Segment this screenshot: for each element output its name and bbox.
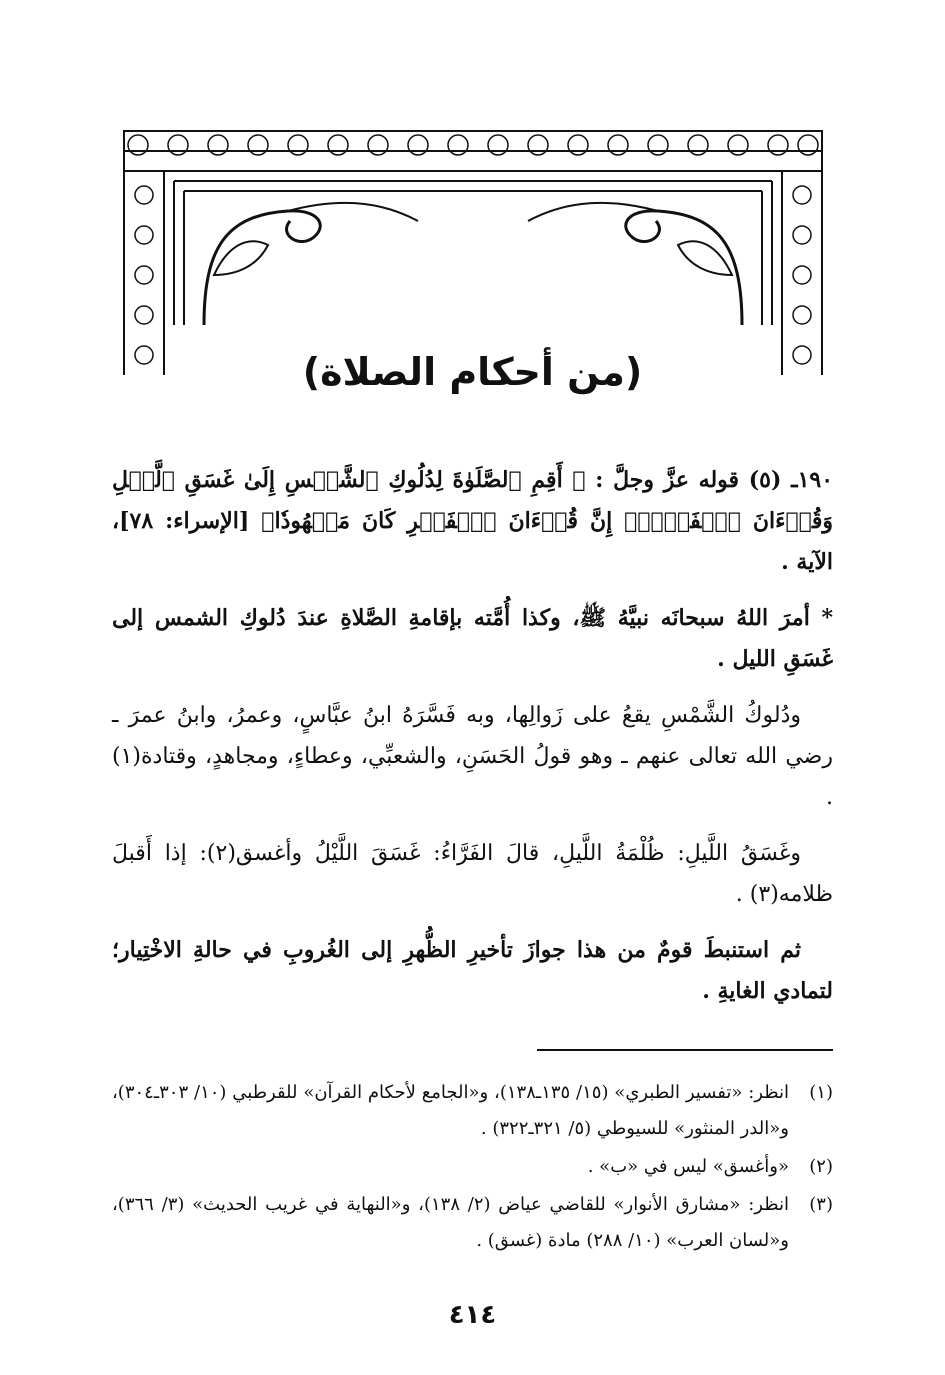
footnote-number: (٢) xyxy=(809,1156,833,1177)
paragraph-ghasaq: وغَسَقُ اللَّيلِ: ظُلْمَةُ اللَّيلِ، قالَ الفَرَّاءُ: غَسَقَ اللَّيْلُ وأغسق(٢): إذا أَقبلَ ظلامه(٣) . xyxy=(112,841,833,907)
footnote-number: (٣) xyxy=(809,1194,833,1215)
footnote-item xyxy=(112,1149,833,1185)
footnote-item xyxy=(112,1187,833,1259)
ornament-border xyxy=(118,125,828,385)
footnote-item xyxy=(112,1075,833,1147)
paragraph-verse: ١٩٠ـ (٥) قوله عزَّ وجلَّ : ﴿ أَقِمِ ٱلصَّلَوٰةَ لِدُلُوكِ ٱلشَّمۡسِ إِلَىٰ غَسَقِ ٱلَّيۡلِ وَقُرۡءَانَ ٱلۡفَجۡرِۖ إِنَّ قُرۡءَانَ ٱلۡفَجۡرِ كَانَ مَشۡهُودٗا﴾ [الإسراء: ٧٨]، الآية . xyxy=(112,467,834,575)
footnotes xyxy=(112,1075,833,1261)
ornamental-frame xyxy=(118,125,828,385)
footnote-text: انظر: «تفسير الطبري» (١٥/ ١٣٥ـ١٣٨)، و«الجامع لأحكام القرآن» للقرطبي (١٠/ ٣٠٣ـ٣٠٤)، و«الدر المنثور» للسيوطي (٥/ ٣٢١ـ٣٢٢) . xyxy=(112,1082,790,1139)
body-text xyxy=(112,460,833,1027)
chapter-title: (من أحكام الصلاة) xyxy=(302,350,643,394)
page-number: ٤١٤ xyxy=(448,1300,497,1330)
paragraph-dulook: ودُلوكُ الشَّمْسِ يقعُ على زَوالِها، وبه فَسَّرَهُ ابنُ عبَّاسٍ، وعمرُ، وابنُ عمرَ ـ رضي الله تعالى عنهم ـ وهو قولُ الحَسَنِ، والشعبِّي، وعطاءٍ، ومجاهدٍ، وقتادة(١) . xyxy=(112,703,833,810)
footnote-number: (١) xyxy=(809,1082,833,1103)
footnote-text: انظر: «مشارق الأنوار» للقاضي عياض (٢/ ١٣٨)، و«النهاية في غريب الحديث» (٣/ ٣٦٦)، و«لسان العرب» (١٠/ ٢٨٨) مادة (غسق) . xyxy=(112,1194,789,1251)
footnote-divider xyxy=(537,1049,833,1051)
paragraph-ruling: ثم استنبطَ قومٌ من هذا جوازَ تأخيرِ الظُّهرِ إلى الغُروبِ في حالةِ الاخْتِيار؛ لتمادي الغايةِ . xyxy=(112,937,833,1004)
paragraph-commentary: * أمرَ اللهُ سبحانَه نبيَّهُ ﷺ، وكذا أُمَّته بإقامةِ الصَّلاةِ عندَ دُلوكِ الشمس إلى غَسَقِ الليل . xyxy=(112,605,833,672)
footnote-text: «وأغسق» ليس في «ب» . xyxy=(587,1156,789,1177)
